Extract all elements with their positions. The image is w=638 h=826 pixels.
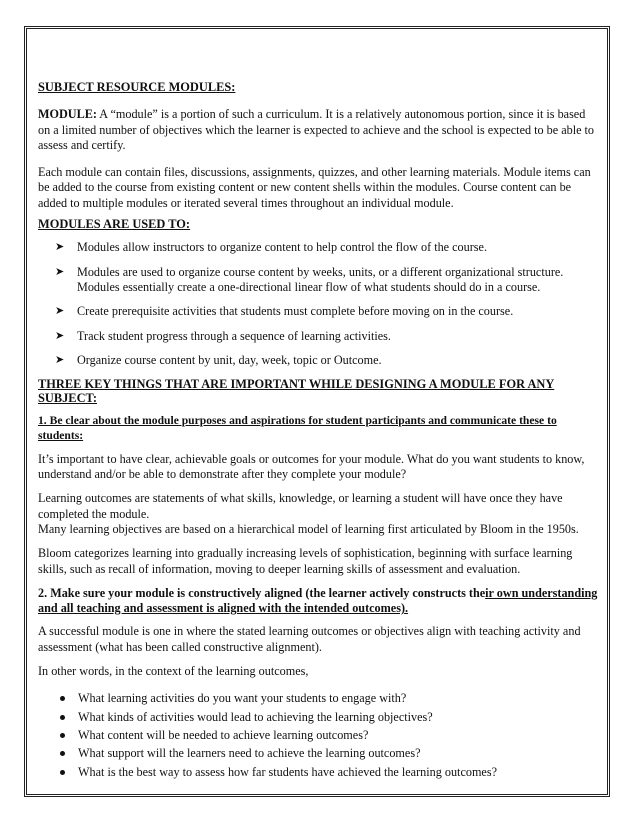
list-item: What support will the learners need to achieve the learning outcomes? [60, 746, 598, 761]
point2-heading-underlined: ir own understanding and all teaching and assessment is aligned with the intended outcomes). [38, 585, 598, 616]
list-item: ➤ Create prerequisite activities that students must complete before moving on in the course. [55, 304, 514, 319]
list-item: What content will be needed to achieve learning outcomes? [60, 728, 598, 743]
point2-heading-text: 2. Make sure your module is constructively aligned (the learner actively constructs the [38, 585, 486, 600]
bullet-dot-icon [60, 751, 65, 756]
bullet-dot-icon [60, 696, 65, 701]
uses-list [38, 240, 598, 368]
bullet-dot-icon [60, 733, 65, 738]
point1-paragraph: Bloom categorizes learning into gradually increasing levels of sophistication, beginning with surface learning skills, such as recall of information, moving to deeper learning skills of assessment and evaluation. [38, 546, 573, 576]
list-item: What kinds of activities would lead to achieving the learning objectives? [60, 710, 598, 725]
module-contents-paragraph: Each module can contain files, discussions, assignments, quizzes, and other learning materials. Module items can be added to the course from existing content or new content shells within the modules. Course content can be added to multiple modules or iterated several times throughout an individual module. [38, 165, 591, 210]
point1-paragraph: Learning outcomes are statements of what skills, knowledge, or learning a student will have once they have completed the module. [38, 491, 563, 521]
point1-paragraph: Many learning objectives are based on a hierarchical model of learning first articulated by Bloom in the 1950s. [38, 521, 579, 536]
list-item: What learning activities do you want your students to engage with? [60, 691, 598, 706]
list-item: ➤ Modules allow instructors to organize content to help control the flow of the course. [55, 240, 487, 255]
bullet-dot-icon [60, 715, 65, 720]
context-line: In other words, in the context of the learning outcomes, [38, 664, 309, 679]
three-things-heading: THREE KEY THINGS THAT ARE IMPORTANT WHILE DESIGNING A MODULE FOR ANY SUBJECT: [38, 377, 555, 406]
list-item: What is the best way to assess how far students have achieved the learning outcomes? [60, 765, 598, 780]
arrow-bullet-icon: ➤ [55, 241, 65, 254]
point1-heading: 1. Be clear about the module purposes and aspirations for student participants and communicate these to students: [38, 414, 557, 443]
module-definition-text: A “module” is a portion of such a curriculum. It is a relatively autonomous portion, since it is based on a limited number of objectives which the learner is expected to achieve and the school is expected to be able to assess and certify. [38, 107, 595, 152]
module-definition [38, 107, 598, 153]
module-label: MODULE: [38, 107, 97, 122]
arrow-bullet-icon: ➤ [55, 353, 65, 366]
page-title: SUBJECT RESOURCE MODULES: [38, 80, 236, 94]
uses-heading: MODULES ARE USED TO: [38, 217, 191, 232]
list-item: ➤ Organize course content by unit, day, week, topic or Outcome. [55, 352, 382, 367]
list-item: ➤ Modules are used to organize course content by weeks, units, or a different organizational structure. Modules essentially create a one-directional linear flow of what students should do in a course. [55, 264, 564, 294]
point2-paragraph: A successful module is one in where the stated learning outcomes or objectives align with teaching activity and assessment (what has been called constructive alignment). [38, 624, 581, 654]
arrow-bullet-icon: ➤ [55, 329, 65, 342]
document-body [38, 80, 598, 783]
arrow-bullet-icon: ➤ [55, 305, 65, 318]
bullet-dot-icon [60, 770, 65, 775]
list-item: ➤ Track student progress through a sequence of learning activities. [55, 328, 391, 343]
arrow-bullet-icon: ➤ [55, 265, 65, 278]
point2-heading [38, 586, 598, 617]
questions-list [38, 691, 598, 779]
point1-paragraph: It’s important to have clear, achievable goals or outcomes for your module. What do you want students to know, understand and/or be able to demonstrate after they complete your module? [38, 451, 585, 482]
